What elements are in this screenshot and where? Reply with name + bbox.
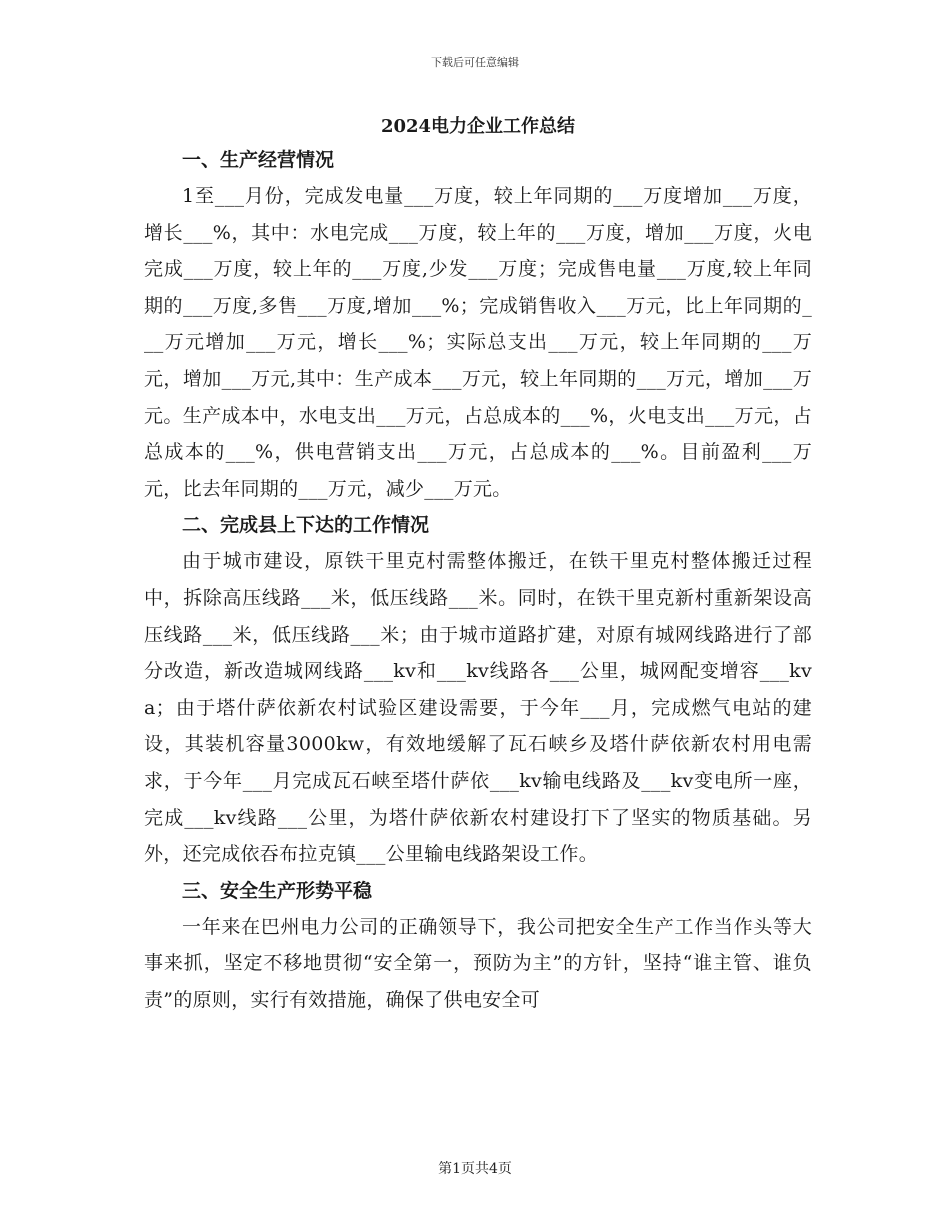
section-heading: 三、安全生产形势平稳 xyxy=(182,879,373,902)
document-title: 2024电力企业工作总结 xyxy=(380,116,576,137)
section-production-operations xyxy=(144,142,812,507)
section-paragraph: 一年来在巴州电力公司的正确领导下，我公司把安全生产工作当作头等大事来抓，坚定不移地贯彻“安全第一，预防为主”的方针，坚持“谁主管、谁负责”的原则，实行有效措施，确保了供电安全可 xyxy=(144,915,812,1011)
section-safety-production xyxy=(144,873,812,1019)
page-header-note: 下载后可任意编辑 xyxy=(431,56,519,69)
section-paragraph: 1至___月份，完成发电量___万度，较上年同期的___万度增加___万度，增长___%，其中：水电完成___万度，较上年的___万度，增加___万度，火电完成___万度，较上年的___万度,少发___万度；完成售电量___万度,较上年同期的___万度,多售___万度,增加___%；完成销售收入___万元，比上年同期的___万元增加___万元，增长___%；实际总支出___万元，较上年同期的___万元，增加___万元,其中：生产成本___万元，较上年同期的___万元，增加___万元。生产成本中，水电支出___万元，占总成本的___%，火电支出___万元，占总成本的___%，供电营销支出___万元，占总成本的___%。目前盈利___万元，比去年同期的___万元，减少___万元。 xyxy=(144,185,812,500)
section-county-tasks xyxy=(144,507,812,872)
page-number: 第1页共4页 xyxy=(438,1161,512,1177)
section-heading: 二、完成县上下达的工作情况 xyxy=(182,514,430,537)
section-heading: 一、生产经营情况 xyxy=(182,149,335,171)
section-paragraph: 由于城市建设，原铁干里克村需整体搬迁，在铁干里克村整体搬迁过程中，拆除高压线路___米，低压线路___米。同时，在铁干里克新村重新架设高压线路___米，低压线路___米；由于城市道路扩建，对原有城网线路进行了部分改造，新改造城网线路___kv和___kv线路各___公里，城网配变增容___kva；由于塔什萨依新农村试验区建设需要，于今年___月，完成燃气电站的建设，其装机容量3000kw，有效地缓解了瓦石峡乡及塔什萨依新农村用电需求，于今年___月完成瓦石峡至塔什萨依___kv输电线路及___kv变电所一座，完成___kv线路___公里，为塔什萨依新农村建设打下了坚实的物质基础。另外，还完成依吞布拉克镇___公里输电线路架设工作。 xyxy=(144,550,812,866)
document-body xyxy=(144,112,812,1018)
